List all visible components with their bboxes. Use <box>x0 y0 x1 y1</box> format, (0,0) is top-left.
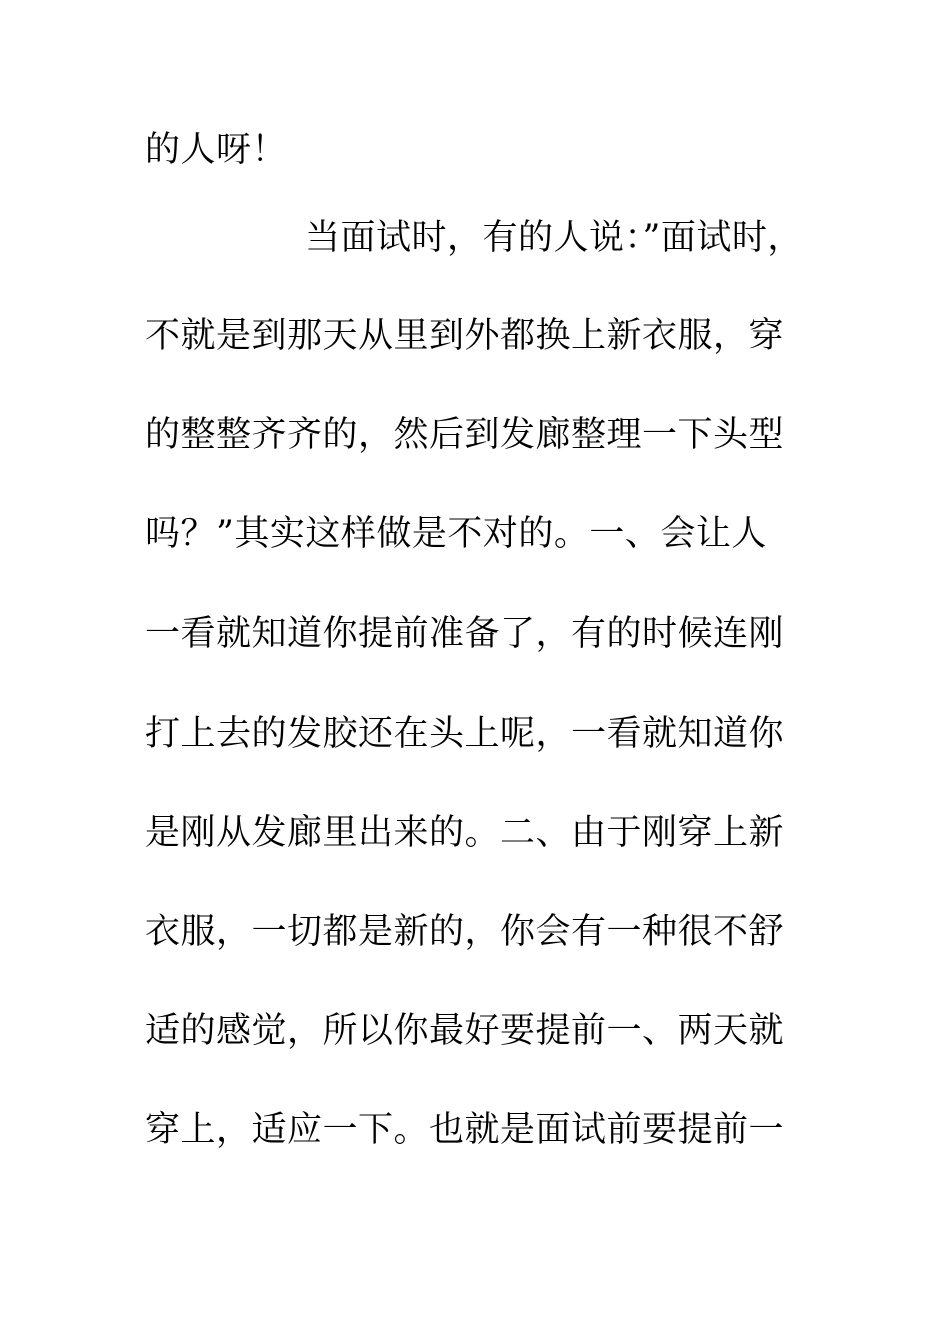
text-line-3: 不就是到那天从里到外都换上新衣服，穿 <box>145 316 785 356</box>
text-line-1: 的人呀！ <box>145 130 288 170</box>
text-line-8: 是刚从发廊里出来的。二、由于刚穿上新 <box>145 813 785 853</box>
text-line-5: 吗？”其实这样做是不对的。一、会让人 <box>145 514 767 554</box>
text-line-2: 当面试时，有的人说：”面试时， <box>305 218 803 258</box>
text-line-7: 打上去的发胶还在头上呢，一看就知道你 <box>145 714 785 754</box>
text-line-4: 的整整齐齐的，然后到发廊整理一下头型 <box>145 415 785 455</box>
text-line-9: 衣服，一切都是新的，你会有一种很不舒 <box>145 912 785 952</box>
text-line-11: 穿上，适应一下。也就是面试前要提前一 <box>145 1110 785 1150</box>
text-line-6: 一看就知道你提前准备了，有的时候连刚 <box>145 614 785 654</box>
text-line-10: 适的感觉，所以你最好要提前一、两天就 <box>145 1011 785 1051</box>
